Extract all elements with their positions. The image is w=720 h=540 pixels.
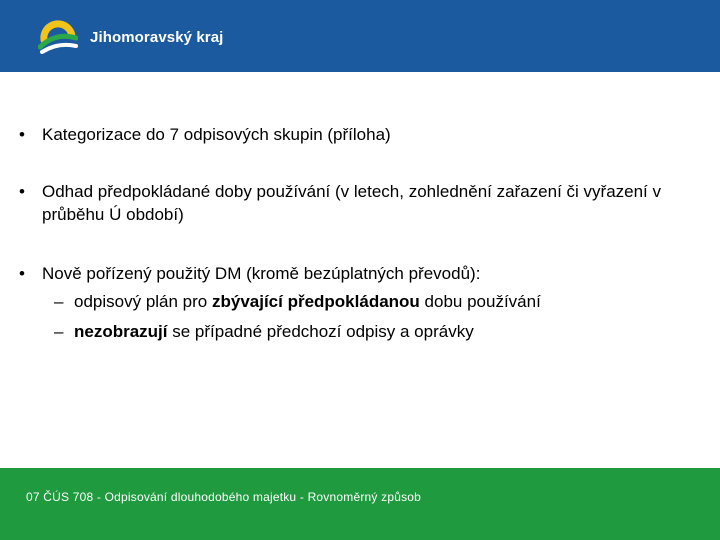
bullet-text: Odhad předpokládané doby používání (v letech, zohlednění zařazení či vyřazení v průběhu Ú období) [42,182,661,224]
dash-icon: – [54,322,64,341]
footer-text: 07 ČÚS 708 - Odpisování dlouhodobého majetku - Rovnoměrný způsob [26,490,422,504]
slide-content [0,72,720,468]
bullet-item [19,262,684,285]
sub-item-text-part: odpisový plán pro [74,292,212,311]
bullet-text: Kategorizace do 7 odpisových skupin (příloha) [42,125,391,144]
bullet-item [19,123,684,146]
bullet-icon: • [19,264,25,283]
sub-item-text [74,320,694,343]
bullet-icon: • [19,182,25,201]
footer-bar [0,468,720,540]
sub-item-text [74,290,694,313]
sub-item-text-part: dobu používání [419,292,541,311]
region-logo-icon [38,14,78,54]
sub-item-bold-text: nezobrazují [74,322,168,341]
header-bar [0,0,720,72]
bullet-icon: • [19,125,25,144]
sub-item-bold-text: zbývající předpokládanou [211,292,420,311]
sub-item-text-part: se případné předchozí odpisy a oprávky [167,322,474,341]
bullet-item [19,180,684,226]
logo-text: Jihomoravský kraj [90,29,224,46]
sub-item [54,320,694,343]
dash-icon: – [54,292,64,311]
bullet-text: Nově pořízený použitý DM (kromě bezúplatných převodů): [42,264,481,283]
sub-item [54,290,694,313]
